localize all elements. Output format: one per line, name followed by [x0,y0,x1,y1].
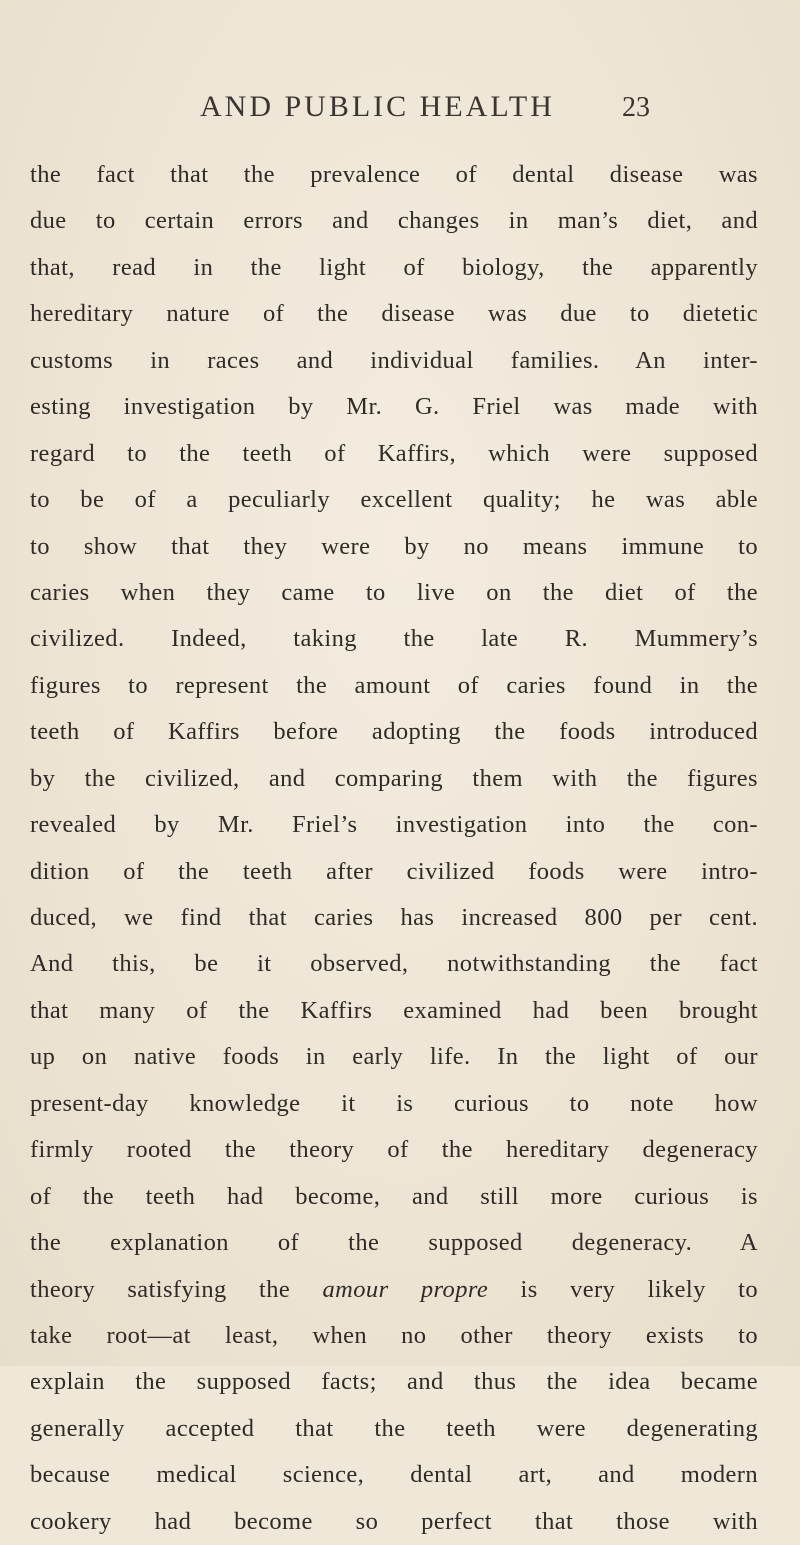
text-line: generally accepted that the teeth were degenerating [30,1414,758,1442]
text-line: that, read in the light of biology, the apparently [30,253,758,281]
text-line: revealed by Mr. Friel’s investigation into the con- [30,811,758,839]
text-line: cookery had become so perfect that those with [30,1507,758,1535]
text-line: to be of a peculiarly excellent quality; he was able [30,486,758,514]
text-line: teeth of Kaffirs before adopting the foods introduced [30,718,758,746]
text-line: take root—at least, when no other theory exists to [30,1321,758,1349]
text-run: theory satisfying the [30,1275,323,1303]
text-line: duced, we find that caries has increased 800 per cent. [30,904,758,931]
text-line: because medical science, dental art, and modern [30,1461,758,1489]
text-line: dition of the teeth after civilized foods were intro- [30,857,758,885]
text-line: by the civilized, and comparing them with the figures [30,764,758,792]
text-line: customs in races and individual families. An inter- [30,346,758,374]
text-line-with-italic [30,1267,758,1313]
text-line: hereditary nature of the disease was due to dietetic [30,300,758,328]
text-line: due to certain errors and changes in man’s diet, and [30,207,758,235]
text-line: firmly rooted the theory of the hereditary degeneracy [30,1136,758,1164]
text-line: up on native foods in early life. In the light of our [30,1043,758,1071]
text-line: the explanation of the supposed degeneracy. A [30,1229,758,1257]
text-line: regard to the teeth of Kaffirs, which were supposed [30,439,758,467]
italic-phrase: amour propre [322,1275,489,1303]
text-line: civilized. Indeed, taking the late R. Mummery’s [30,625,758,653]
text-line: figures to represent the amount of caries found in the [30,671,758,699]
text-run: is very likely to [488,1275,759,1303]
text-line: of the teeth had become, and still more curious is [30,1182,758,1210]
text-line: the fact that the prevalence of dental disease was [30,161,758,188]
text-line: esting investigation by Mr. G. Friel was made with [30,393,758,421]
running-head [0,90,800,130]
text-line: And this, be it observed, notwithstanding the fact [30,950,758,978]
text-line: to show that they were by no means immune to [30,532,758,560]
text-line: explain the supposed facts; and thus the idea became [30,1368,758,1396]
text-line: caries when they came to live on the diet of the [30,578,758,606]
page-number: 23 [622,92,650,123]
text-line: present-day knowledge it is curious to note how [30,1089,758,1117]
running-title: AND PUBLIC HEALTH [200,90,555,123]
text-line: that many of the Kaffirs examined had been brought [30,996,758,1024]
body-text [30,152,758,1545]
